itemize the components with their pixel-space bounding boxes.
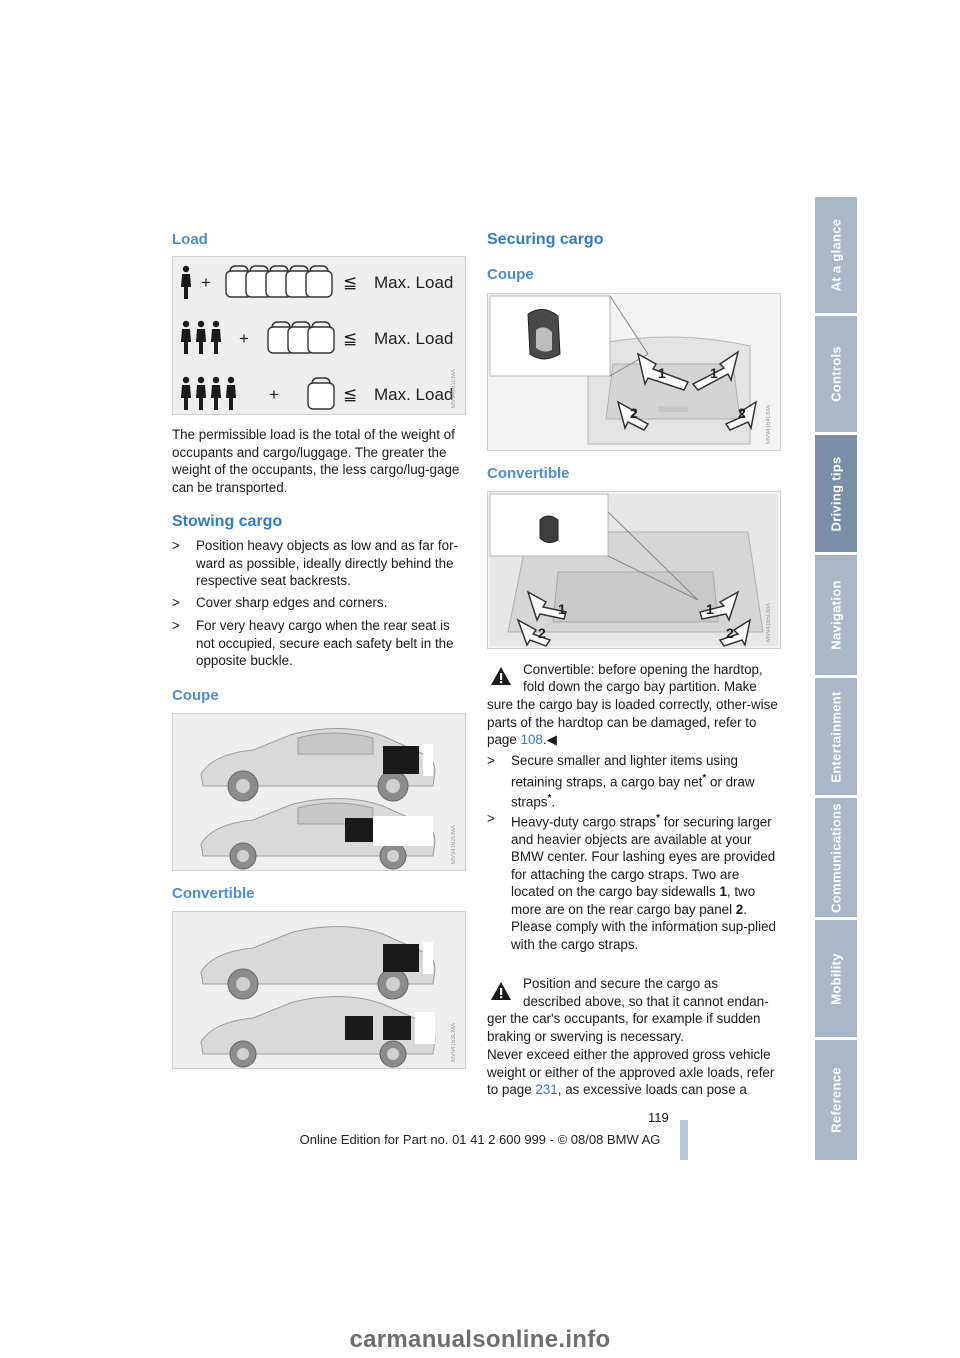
convertible-trunk-figure bbox=[487, 491, 781, 649]
figure-code: MV94164CMA bbox=[766, 404, 772, 444]
tab-navigation[interactable]: Navigation bbox=[815, 555, 857, 675]
tab-reference[interactable]: Reference bbox=[815, 1040, 857, 1160]
coupe-cars-illustration bbox=[173, 714, 465, 870]
warning-icon bbox=[490, 981, 512, 1001]
convertible-trunk-illustration bbox=[488, 492, 780, 648]
tab-mobility[interactable]: Mobility bbox=[815, 920, 857, 1037]
figure-code: MV94163CMA bbox=[451, 1022, 457, 1062]
max-load-label: Max. Load bbox=[374, 385, 454, 404]
coupe-heading-left: Coupe bbox=[172, 687, 219, 704]
warning-text-line: fold down the cargo bay partition. Make bbox=[523, 679, 757, 694]
convertible-cargo-figure bbox=[172, 911, 466, 1069]
coupe-cargo-figure bbox=[172, 713, 466, 871]
figure-code: MV94162CMA bbox=[451, 824, 457, 864]
page-link-231[interactable]: 231 bbox=[535, 1082, 558, 1097]
le-symbol: ≦ bbox=[343, 385, 358, 404]
convertible-cars-illustration bbox=[173, 912, 465, 1068]
convertible-heading-left: Convertible bbox=[172, 885, 255, 902]
svg-text:2: 2 bbox=[726, 625, 734, 641]
plus-sign: + bbox=[201, 273, 211, 292]
stowing-heading: Stowing cargo bbox=[172, 513, 283, 530]
coupe-trunk-illustration bbox=[488, 294, 780, 450]
svg-text:2: 2 bbox=[738, 405, 746, 421]
page-link-108[interactable]: 108 bbox=[520, 732, 543, 747]
tab-driving-tips[interactable]: Driving tips bbox=[815, 435, 857, 552]
warning-text-line: Convertible: before opening the hardtop, bbox=[523, 662, 763, 677]
load-heading: Load bbox=[172, 231, 208, 248]
max-load-label: Max. Load bbox=[374, 273, 454, 292]
securing-heading: Securing cargo bbox=[487, 231, 604, 248]
svg-text:2: 2 bbox=[538, 625, 546, 641]
le-symbol: ≦ bbox=[343, 273, 358, 292]
tab-controls[interactable]: Controls bbox=[815, 316, 857, 432]
tab-entertainment[interactable]: Entertainment bbox=[815, 678, 857, 795]
svg-text:1: 1 bbox=[658, 365, 666, 381]
load-paragraph: The permissible load is the total of the weight of occupants and cargo/luggage. The greater the weight of the occupants, the less cargo/lug-gage can be transported. bbox=[172, 427, 460, 495]
svg-text:1: 1 bbox=[558, 601, 566, 617]
le-symbol: ≦ bbox=[343, 329, 358, 348]
warning-text-line: described above, so that it cannot endan- bbox=[523, 994, 769, 1009]
tab-at-a-glance[interactable]: At a glance bbox=[815, 197, 857, 313]
warning-icon bbox=[490, 666, 512, 686]
plus-sign: + bbox=[269, 385, 279, 404]
warning-text-paragraph: sure the cargo bay is loaded correctly, other-wise parts of the hardtop can be damaged, refer to page 108.◀ bbox=[487, 697, 778, 747]
warning-text-line: Position and secure the cargo as bbox=[523, 976, 719, 991]
coupe-trunk-figure bbox=[487, 293, 781, 451]
convertible-heading-right: Convertible bbox=[487, 465, 570, 482]
page-number: 119 bbox=[648, 1110, 669, 1125]
load-diagram bbox=[173, 257, 465, 414]
svg-text:1: 1 bbox=[706, 601, 714, 617]
max-load-label: Max. Load bbox=[374, 329, 454, 348]
warning-text-paragraph: ger the car's occupants, for example if sudden braking or swerving is necessary. bbox=[487, 1011, 761, 1044]
plus-sign: + bbox=[239, 329, 249, 348]
tab-communications[interactable]: Communications bbox=[815, 798, 857, 917]
coupe-heading-right: Coupe bbox=[487, 266, 534, 283]
figure-code: MV94161CMA bbox=[451, 368, 457, 408]
load-figure bbox=[172, 256, 466, 415]
edition-footer: Online Edition for Part no. 01 41 2 600 999 - © 08/08 BMW AG bbox=[299, 1132, 661, 1147]
watermark: carmanualsonline.info bbox=[349, 1326, 611, 1353]
figure-code: MV94165CMA bbox=[766, 602, 772, 642]
svg-text:1: 1 bbox=[710, 365, 718, 381]
svg-text:2: 2 bbox=[630, 405, 638, 421]
note-paragraph: Never exceed either the approved gross vehicle weight or either of the approved axle loads, refer to page 231, as excessive loads can pose a bbox=[487, 1047, 775, 1097]
